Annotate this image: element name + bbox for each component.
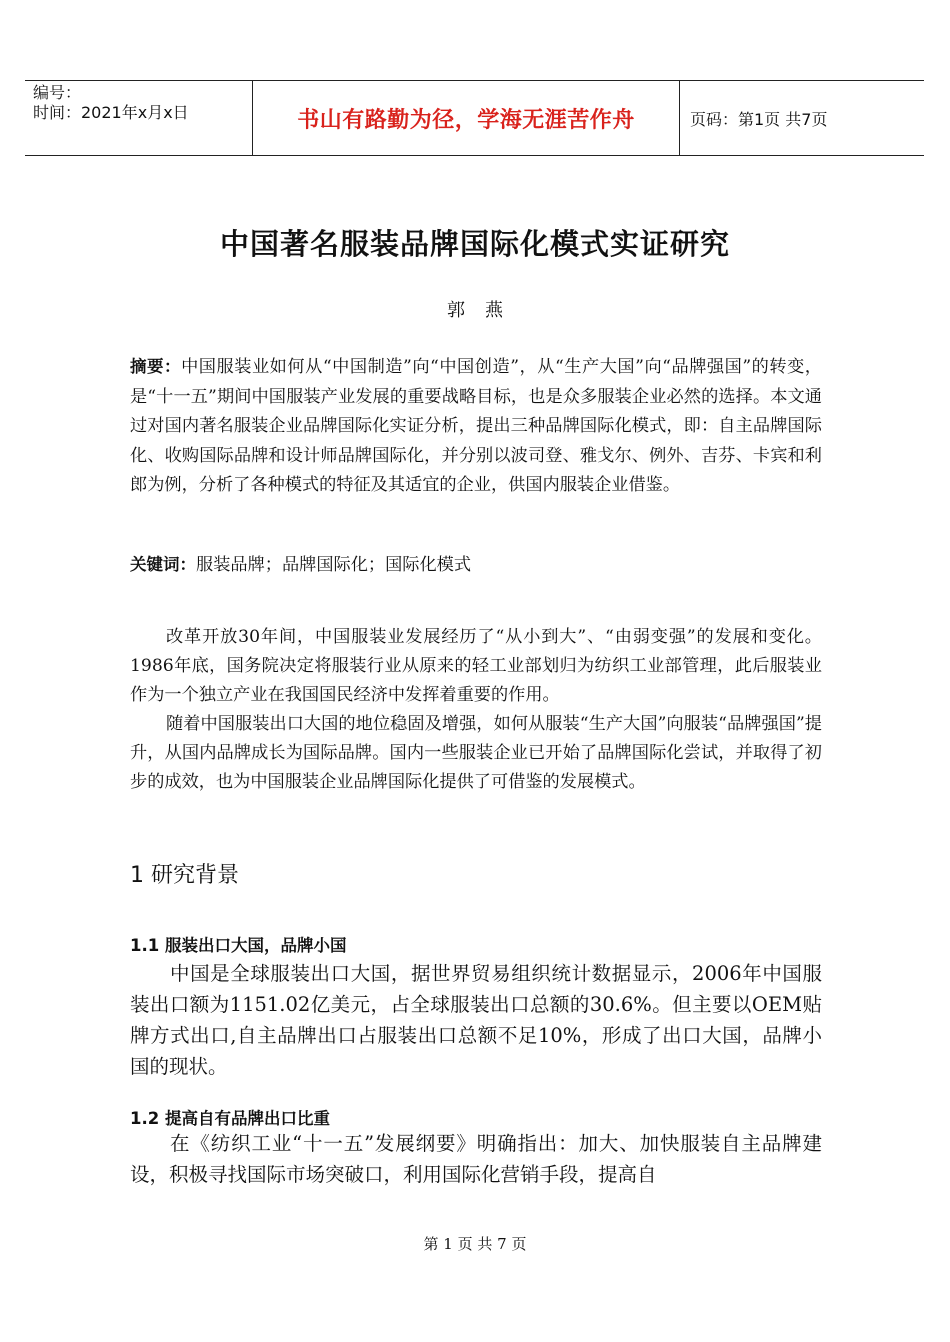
- header-motto: 书山有路勤为径，学海无涯苦作舟: [297, 107, 635, 133]
- page-header: [25, 80, 924, 156]
- header-page-info: 页码：第1页 共7页: [690, 109, 828, 129]
- abstract-label: 摘要：: [130, 357, 182, 376]
- subsection-1-1-text: 中国是全球服装出口大国，据世界贸易组织统计数据显示，2006年中国服装出口额为1151.02亿美元，占全球服装出口总额的30.6%。但主要以OEM贴牌方式出口,自主品牌出口占服装出口总额不足10%，形成了出口大国，品牌小国的现状。: [130, 962, 822, 1078]
- keywords-label: 关键词：: [130, 555, 196, 574]
- header-page-info-cell: [680, 81, 924, 155]
- subsection-1-2-text: 在《纺织工业“十一五”发展纲要》明确指出：加大、加快服装自主品牌建设，积极寻找国际市场突破口，利用国际化营销手段，提高自: [130, 1132, 822, 1186]
- keywords: [130, 551, 822, 579]
- intro-paragraph-1: 改革开放30年间，中国服装业发展经历了“从小到大”、“由弱变强”的发展和变化。1986年底，国务院决定将服装行业从原来的轻工业部划归为纺织工业部管理，此后服装业作为一个独立产业在我国国民经济中发挥着重要的作用。: [130, 627, 822, 705]
- document-number-label: 编号：: [33, 83, 82, 102]
- document-title: 中国著名服装品牌国际化模式实证研究: [219, 227, 730, 261]
- page-footer: 第 1 页 共 7 页: [423, 1235, 527, 1253]
- author-name: 郭燕: [447, 300, 523, 321]
- header-meta: [25, 81, 253, 155]
- intro-paragraph-2: 随着中国服装出口大国的地位稳固及增强，如何从服装“生产大国”向服装“品牌强国”提升，从国内品牌成长为国际品牌。国内一些服装企业已开始了品牌国际化尝试，并取得了初步的成效，也为中国服装企业品牌国际化提供了可借鉴的发展模式。: [130, 714, 822, 792]
- subsection-1-2-heading: 1.2 提高自有品牌出口比重: [130, 1109, 330, 1128]
- abstract-text: 中国服装业如何从“中国制造”向“中国创造”，从“生产大国”向“品牌强国”的转变，是“十一五”期间中国服装产业发展的重要战略目标，也是众多服装企业必然的选择。本文通过对国内著名服装企业品牌国际化实证分析，提出三种品牌国际化模式，即：自主品牌国际化、收购国际品牌和设计师品牌国际化，并分别以波司登、雅戈尔、例外、吉芬、卡宾和利郎为例，分析了各种模式的特征及其适宜的企业，供国内服装企业借鉴。: [130, 357, 822, 495]
- abstract: [130, 352, 822, 501]
- document-date: 时间：2021年x月x日: [33, 103, 189, 122]
- header-motto-cell: [253, 81, 680, 155]
- section-1-heading: 1 研究背景: [130, 863, 239, 888]
- subsection-1-1-heading: 1.1 服装出口大国，品牌小国: [130, 936, 347, 955]
- keywords-text: 服装品牌；品牌国际化；国际化模式: [196, 555, 472, 575]
